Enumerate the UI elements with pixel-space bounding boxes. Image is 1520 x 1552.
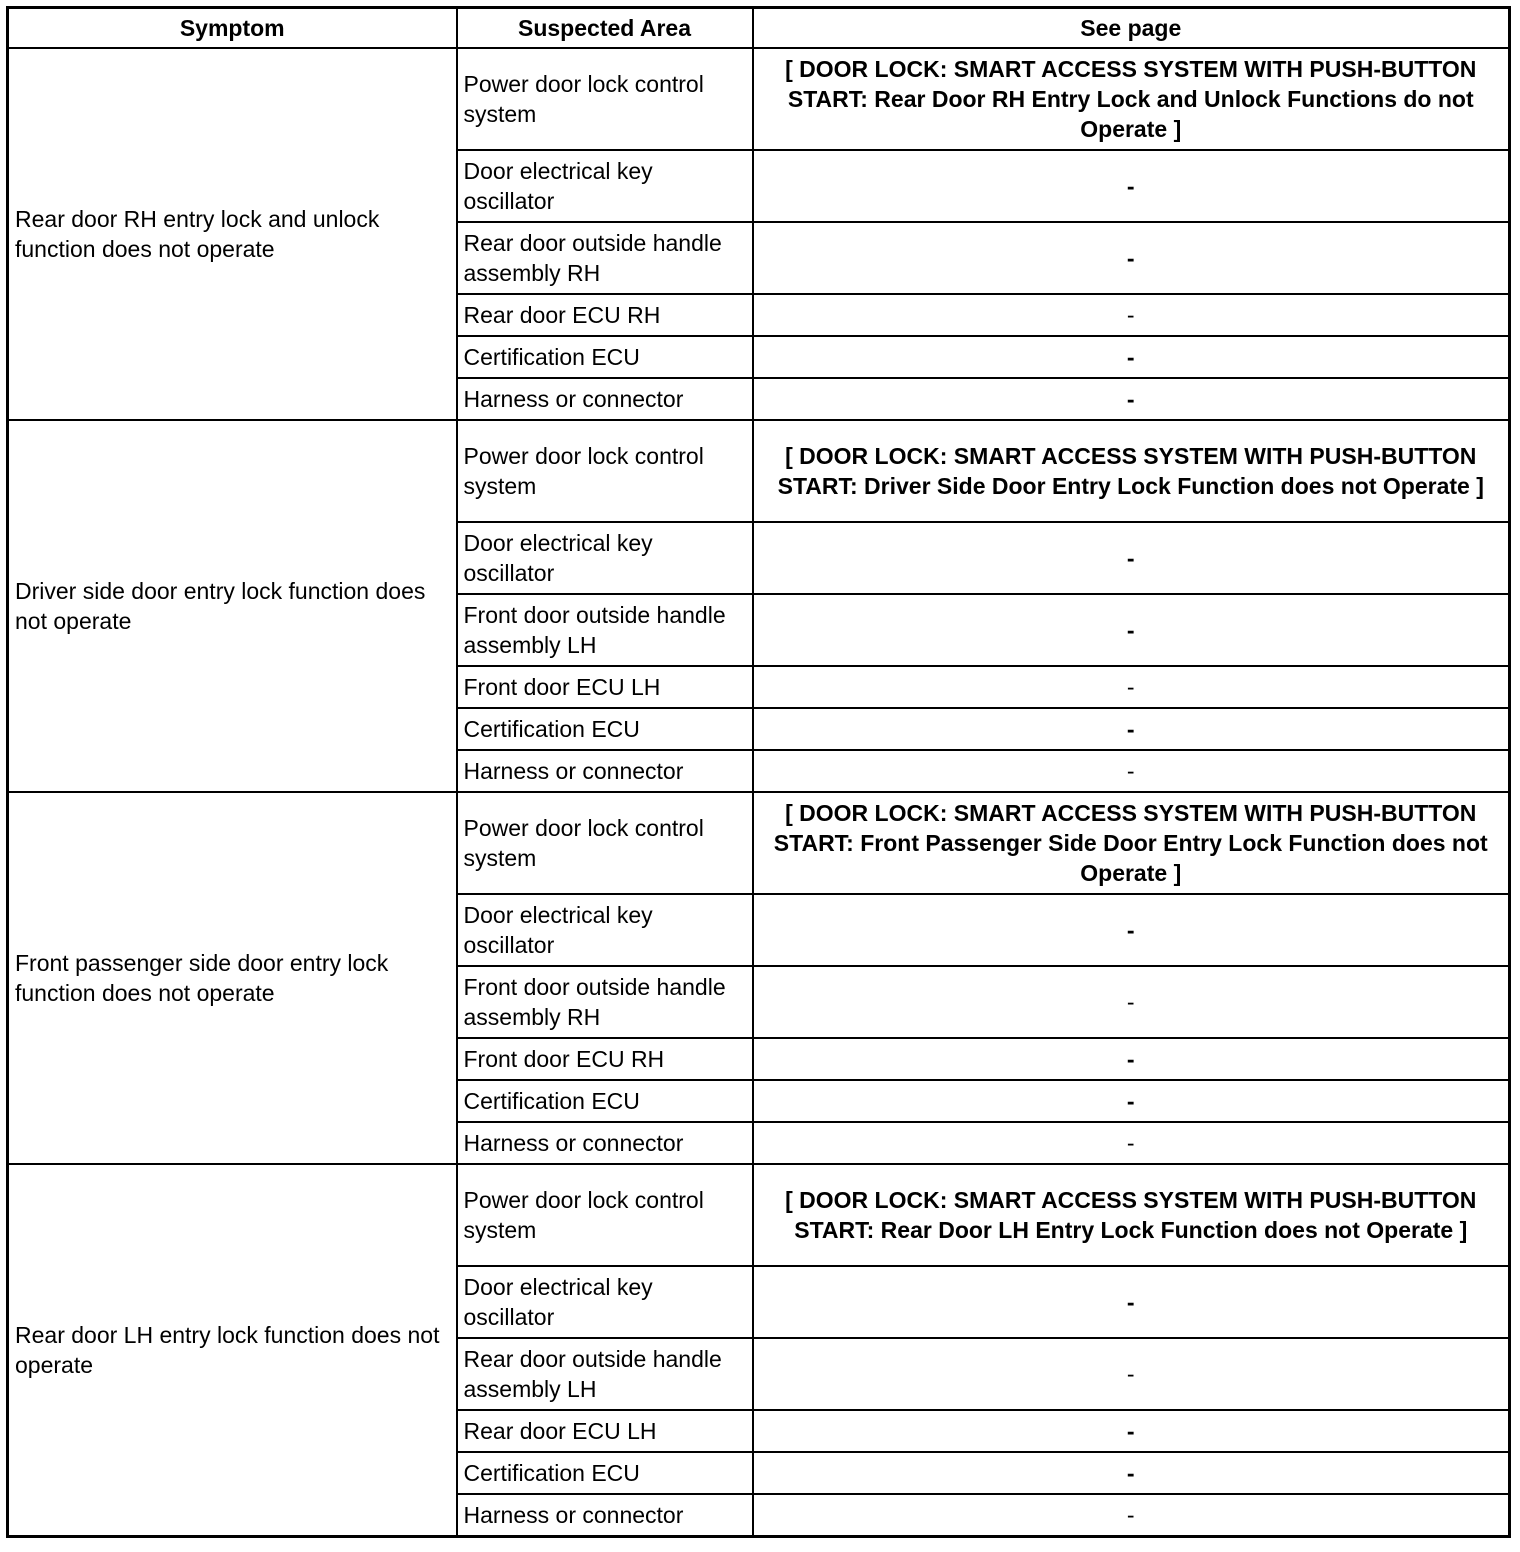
see-page-cell: - xyxy=(753,522,1510,594)
see-page-cell: - xyxy=(753,966,1510,1038)
table-row xyxy=(8,420,1510,522)
suspected-area-cell: Front door ECU RH xyxy=(457,1038,753,1080)
suspected-area-cell: Harness or connector xyxy=(457,1494,753,1537)
suspected-area-cell: Power door lock control system xyxy=(457,792,753,894)
suspected-area-cell: Front door outside handle assembly LH xyxy=(457,594,753,666)
suspected-area-cell: Power door lock control system xyxy=(457,420,753,522)
see-page-cell: - xyxy=(753,708,1510,750)
suspected-area-cell: Harness or connector xyxy=(457,378,753,420)
suspected-area-cell: Certification ECU xyxy=(457,336,753,378)
see-page-cell: - xyxy=(753,222,1510,294)
symptom-group xyxy=(8,1164,1510,1537)
table-container xyxy=(6,6,1511,1538)
see-page-cell: - xyxy=(753,1038,1510,1080)
symptom-cell: Front passenger side door entry lock function does not operate xyxy=(8,792,457,1164)
see-page-cell: - xyxy=(753,1494,1510,1537)
header-suspected-area: Suspected Area xyxy=(457,8,753,49)
symptom-cell: Rear door RH entry lock and unlock function does not operate xyxy=(8,48,457,420)
header-row xyxy=(8,8,1510,49)
see-page-cell: - xyxy=(753,666,1510,708)
suspected-area-cell: Front door outside handle assembly RH xyxy=(457,966,753,1038)
see-page-cell: - xyxy=(753,894,1510,966)
see-page-cell: - xyxy=(753,150,1510,222)
table-row xyxy=(8,48,1510,150)
suspected-area-cell: Door electrical key oscillator xyxy=(457,894,753,966)
see-page-cell: - xyxy=(753,1122,1510,1164)
symptom-cell: Driver side door entry lock function does not operate xyxy=(8,420,457,792)
suspected-area-cell: Harness or connector xyxy=(457,750,753,792)
symptom-group xyxy=(8,48,1510,420)
suspected-area-cell: Rear door outside handle assembly RH xyxy=(457,222,753,294)
see-page-cell: - xyxy=(753,378,1510,420)
suspected-area-cell: Rear door ECU LH xyxy=(457,1410,753,1452)
suspected-area-cell: Certification ECU xyxy=(457,1080,753,1122)
header-see-page: See page xyxy=(753,8,1510,49)
symptom-table xyxy=(6,6,1511,1538)
suspected-area-cell: Front door ECU LH xyxy=(457,666,753,708)
suspected-area-cell: Power door lock control system xyxy=(457,48,753,150)
suspected-area-cell: Door electrical key oscillator xyxy=(457,150,753,222)
see-page-cell: - xyxy=(753,1266,1510,1338)
table-row xyxy=(8,792,1510,894)
see-page-cell: - xyxy=(753,1410,1510,1452)
see-page-link[interactable]: [ DOOR LOCK: SMART ACCESS SYSTEM WITH PUSH-BUTTON START: Rear Door LH Entry Lock Function does not Operate ] xyxy=(753,1164,1510,1266)
suspected-area-cell: Certification ECU xyxy=(457,708,753,750)
see-page-link[interactable]: [ DOOR LOCK: SMART ACCESS SYSTEM WITH PUSH-BUTTON START: Rear Door RH Entry Lock and Unlock Functions do not Operate ] xyxy=(753,48,1510,150)
see-page-cell: - xyxy=(753,336,1510,378)
see-page-cell: - xyxy=(753,594,1510,666)
suspected-area-cell: Power door lock control system xyxy=(457,1164,753,1266)
header-symptom: Symptom xyxy=(8,8,457,49)
see-page-cell: - xyxy=(753,1080,1510,1122)
see-page-link[interactable]: [ DOOR LOCK: SMART ACCESS SYSTEM WITH PUSH-BUTTON START: Front Passenger Side Door Entry Lock Function does not Operate ] xyxy=(753,792,1510,894)
suspected-area-cell: Rear door ECU RH xyxy=(457,294,753,336)
suspected-area-cell: Rear door outside handle assembly LH xyxy=(457,1338,753,1410)
see-page-cell: - xyxy=(753,1452,1510,1494)
symptom-cell: Rear door LH entry lock function does not operate xyxy=(8,1164,457,1537)
symptom-group xyxy=(8,792,1510,1164)
table-row xyxy=(8,1164,1510,1266)
see-page-cell: - xyxy=(753,1338,1510,1410)
suspected-area-cell: Door electrical key oscillator xyxy=(457,1266,753,1338)
see-page-link[interactable]: [ DOOR LOCK: SMART ACCESS SYSTEM WITH PUSH-BUTTON START: Driver Side Door Entry Lock Function does not Operate ] xyxy=(753,420,1510,522)
suspected-area-cell: Harness or connector xyxy=(457,1122,753,1164)
see-page-cell: - xyxy=(753,750,1510,792)
symptom-group xyxy=(8,420,1510,792)
suspected-area-cell: Certification ECU xyxy=(457,1452,753,1494)
suspected-area-cell: Door electrical key oscillator xyxy=(457,522,753,594)
see-page-cell: - xyxy=(753,294,1510,336)
